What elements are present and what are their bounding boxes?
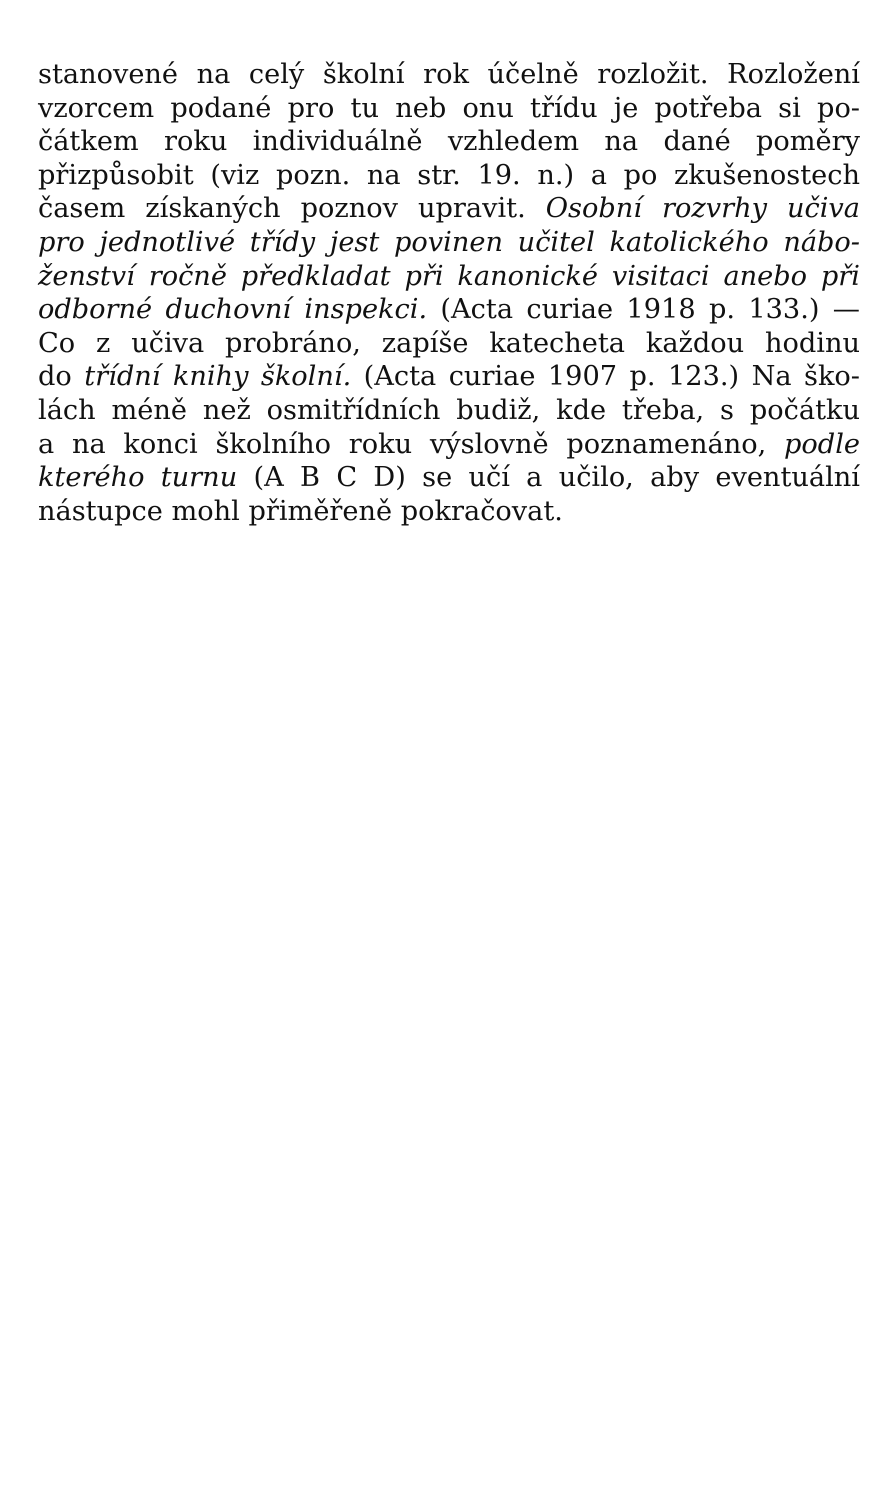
italic-text-segment: kterého turnu [38, 462, 238, 494]
text-line [38, 327, 860, 361]
italic-text-segment: pro jednotlivé třídy jest povinen učitel katolického nábo- [38, 226, 860, 258]
text-line [38, 192, 860, 226]
italic-text-segment: třídní knihy školní. [84, 361, 352, 393]
italic-text-segment: podle [784, 428, 860, 460]
body-paragraph [38, 58, 860, 528]
text-segment: do [38, 361, 85, 393]
text-line [38, 495, 860, 529]
text-line [38, 293, 860, 327]
text-segment: vzorcem podané pro tu neb onu třídu je potřeba si po- [38, 92, 860, 124]
text-segment: lách méně než osmitřídních budiž, kde třeba, s počátku [38, 394, 860, 426]
italic-text-segment: odborné duchovní inspekci. [38, 294, 428, 326]
text-line [38, 125, 860, 159]
italic-text-segment: Osobní rozvrhy učiva [545, 193, 860, 225]
text-segment: časem získaných poznov upravit. [38, 193, 546, 225]
text-segment: stanovené na celý školní rok účelně rozložit. Rozložení [38, 59, 860, 90]
text-line [38, 92, 860, 126]
text-segment: (Acta curiae 1918 p. 133.) — [427, 294, 860, 326]
text-segment: (A B C D) se učí a učilo, aby eventuální [237, 462, 860, 494]
text-segment: čátkem roku individuálně vzhledem na dané poměry [38, 126, 860, 158]
text-line [38, 360, 860, 394]
text-line [38, 58, 860, 92]
text-segment: (Acta curiae 1907 p. 123.) Na ško- [351, 361, 860, 393]
text-line [38, 226, 860, 260]
text-segment: přizpůsobit (viz pozn. na str. 19. n.) a po zkušenostech [38, 159, 860, 191]
text-segment: Co z učiva probráno, zapíše katecheta každou hodinu [38, 327, 860, 359]
text-line [38, 394, 860, 428]
document-page [38, 58, 860, 528]
italic-text-segment: ženství ročně předkladat při kanonické visitaci anebo při [38, 260, 860, 292]
text-line [38, 159, 860, 193]
text-line [38, 260, 860, 294]
text-segment: nástupce mohl přiměřeně pokračovat. [38, 495, 563, 527]
text-line [38, 461, 860, 495]
text-segment: a na konci školního roku výslovně poznamenáno, [38, 428, 785, 460]
text-line [38, 428, 860, 462]
